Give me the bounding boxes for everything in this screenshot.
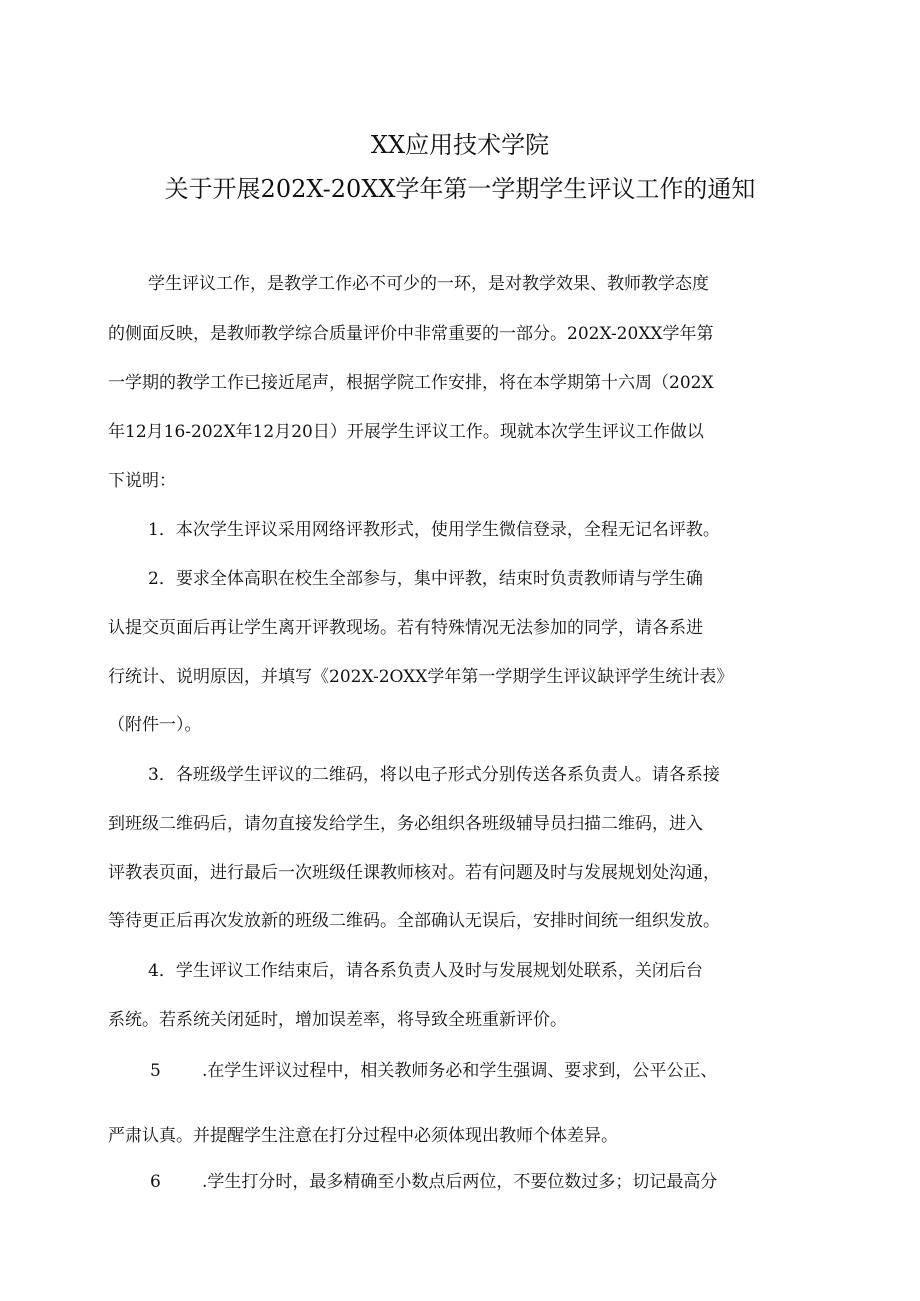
item-2-line: 2．要求全体高职在校生全部参与，集中评教，结束时负责教师请与学生确 xyxy=(148,569,703,589)
item-5-line: 严肃认真。并提醒学生注意在打分过程中必须体现出教师个体差异。 xyxy=(108,1126,618,1146)
school-name-title: XX应用技术学院 xyxy=(370,131,550,159)
item-3-line: 到班级二维码后，请勿直接发给学生，务必组织各班级辅导员扫描二维码，进入 xyxy=(108,814,703,834)
intro-line: 的侧面反映，是教师教学综合质量评价中非常重要的一部分。202X-20XX学年第 xyxy=(108,324,714,344)
item-4-line: 系统。若系统关闭延时，增加误差率，将导致全班重新评价。 xyxy=(108,1010,567,1030)
item-3-line: 3．各班级学生评议的二维码，将以电子形式分别传送各系负责人。请各系接 xyxy=(148,765,720,785)
intro-line: 下说明： xyxy=(108,471,176,491)
item-2-line: 行统计、说明原因，并填写《202X-2OXX学年第一学期学生评议缺评学生统计表》 xyxy=(108,667,734,687)
item-5-line: .在学生评议过程中，相关教师务必和学生强调、要求到，公平公正、 xyxy=(202,1061,718,1081)
item-4-line: 4．学生评议工作结束后，请各系负责人及时与发展规划处联系，关闭后台 xyxy=(148,961,703,981)
notice-title: 关于开展202X-20XX学年第一学期学生评议工作的通知 xyxy=(164,175,756,203)
item-3-line: 等待更正后再次发放新的班级二维码。全部确认无误后，安排时间统一组织发放。 xyxy=(108,911,720,931)
item-1-line: 1．本次学生评议采用网络评教形式，使用学生微信登录，全程无记名评教。 xyxy=(148,520,720,540)
intro-line: 年12月16-202X年12月20日）开展学生评议工作。现就本次学生评议工作做以 xyxy=(108,422,704,442)
item-3-line: 评教表页面，进行最后一次班级任课教师核对。若有问题及时与发展规划处沟通， xyxy=(108,863,720,883)
item-2-line: 认提交页面后再让学生离开评教现场。若有特殊情况无法参加的同学，请各系进 xyxy=(108,618,703,638)
intro-line: 一学期的教学工作已接近尾声，根据学院工作安排，将在本学期第十六周（202X xyxy=(108,373,714,393)
intro-line: 学生评议工作，是教学工作必不可少的一环，是对教学效果、教师教学态度 xyxy=(148,274,709,294)
item-6-number: 6 xyxy=(150,1172,161,1192)
item-2-line: （附件一）。 xyxy=(108,715,202,735)
item-5-number: 5 xyxy=(150,1061,161,1081)
item-6-line: .学生打分时，最多精确至小数点后两位，不要位数过多；切记最高分 xyxy=(202,1172,718,1192)
